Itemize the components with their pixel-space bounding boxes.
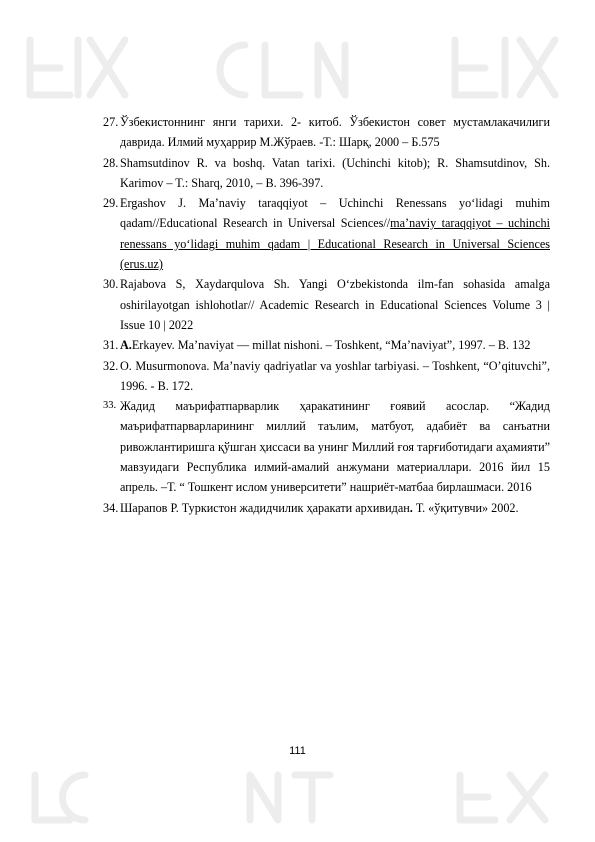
reference-item bbox=[103, 335, 550, 355]
page-number: 111 bbox=[289, 745, 306, 757]
reference-text-part: Erkayev. Ma’naviyat — millat nishoni. – Toshkent, “Ma’naviyat”, 1997. – B. 132 bbox=[131, 338, 531, 353]
reference-text-part: Т. «ўқитувчи» 2002. bbox=[412, 500, 519, 515]
reference-item bbox=[103, 396, 550, 497]
reference-link[interactable]: ma’naviy taraqqiyot – uchinchi renessans yo‘lidagi muhim qadam | Educational Research in Universal Sciences (erus.uz) bbox=[120, 216, 550, 272]
reference-number: 31. bbox=[103, 338, 119, 353]
reference-item bbox=[103, 153, 550, 194]
reference-item bbox=[103, 274, 550, 335]
reference-text-part: Shamsutdinov R. va boshq. Vatan tarixi. (Uchinchi kitob); R. Shamsutdinov, Sh. Karimov – T.: Sharq, 2010, – B. 396-397. bbox=[120, 155, 550, 190]
reference-text-part: Ўзбекистоннинг янги тарихи. 2- китоб. Ўзбекистон совет мустамлакачилиги даврида. Илмий муҳаррир М.Жўраев. -Т.: Шарқ, 2000 – Б.575 bbox=[120, 115, 550, 150]
reference-text-part: Жадид маърифатпарварлик ҳаракатининг ғоявий асослар. “Жадид маърифатпарварларининг миллий таълим, матбуот, адабиёт ва санъатни ривожлантиришга қўшган ҳиссаси ва унинг Миллий ғоя тарғиботидаги аҳамияти” мавзуидаги Республика илмий-амалий анжумани материаллари. 2016 йил 15 апрель. –Т. “ Тошкент ислом университети” нашриёт-матбаа бирлашмаси. 2016 bbox=[120, 399, 550, 495]
reference-text bbox=[120, 399, 550, 494]
reference-list bbox=[103, 112, 550, 518]
reference-text-bold: A. bbox=[120, 338, 132, 353]
reference-item bbox=[103, 193, 550, 274]
reference-item bbox=[103, 498, 550, 518]
reference-text-part: Rajabova S, Xaydarqulova Sh. Yangi O‘zbekistonda ilm-fan sohasida amalga oshirilayotgan ishlohotlar// Academic Research in Educational Sciences Volume 3 | Issue 10 | 2022 bbox=[120, 277, 550, 332]
reference-number: 33. bbox=[103, 400, 117, 412]
reference-text bbox=[120, 196, 550, 271]
reference-text bbox=[120, 156, 550, 190]
reference-item bbox=[103, 356, 550, 397]
reference-text-part: O. Musurmonova. Ma’naviy qadriyatlar va yoshlar tarbiyasi. – Toshkent, “O’qituvchi”, 1996. - B. 172. bbox=[120, 358, 550, 393]
reference-number: 29. bbox=[103, 196, 119, 211]
reference-text bbox=[120, 277, 550, 332]
reference-text bbox=[120, 338, 530, 352]
reference-text-part: Шарапов Р. Туркистон жадидчилик ҳаракати архивидан bbox=[120, 500, 410, 515]
reference-text-part: Ergashov J. Ma’naviy taraqqiyot – Uchinchi Renessans yo‘lidagi muhim qadam//Educational Research in Universal Sciences// bbox=[120, 196, 550, 231]
reference-text-bold: . bbox=[409, 500, 413, 515]
reference-number: 32. bbox=[103, 358, 119, 373]
reference-number: 28. bbox=[103, 155, 119, 170]
reference-number: 30. bbox=[103, 277, 119, 292]
reference-text bbox=[120, 501, 519, 515]
reference-text bbox=[120, 115, 550, 149]
reference-item bbox=[103, 112, 550, 153]
reference-number: 34. bbox=[103, 500, 119, 515]
reference-text bbox=[120, 359, 550, 393]
reference-number: 27. bbox=[103, 115, 119, 129]
